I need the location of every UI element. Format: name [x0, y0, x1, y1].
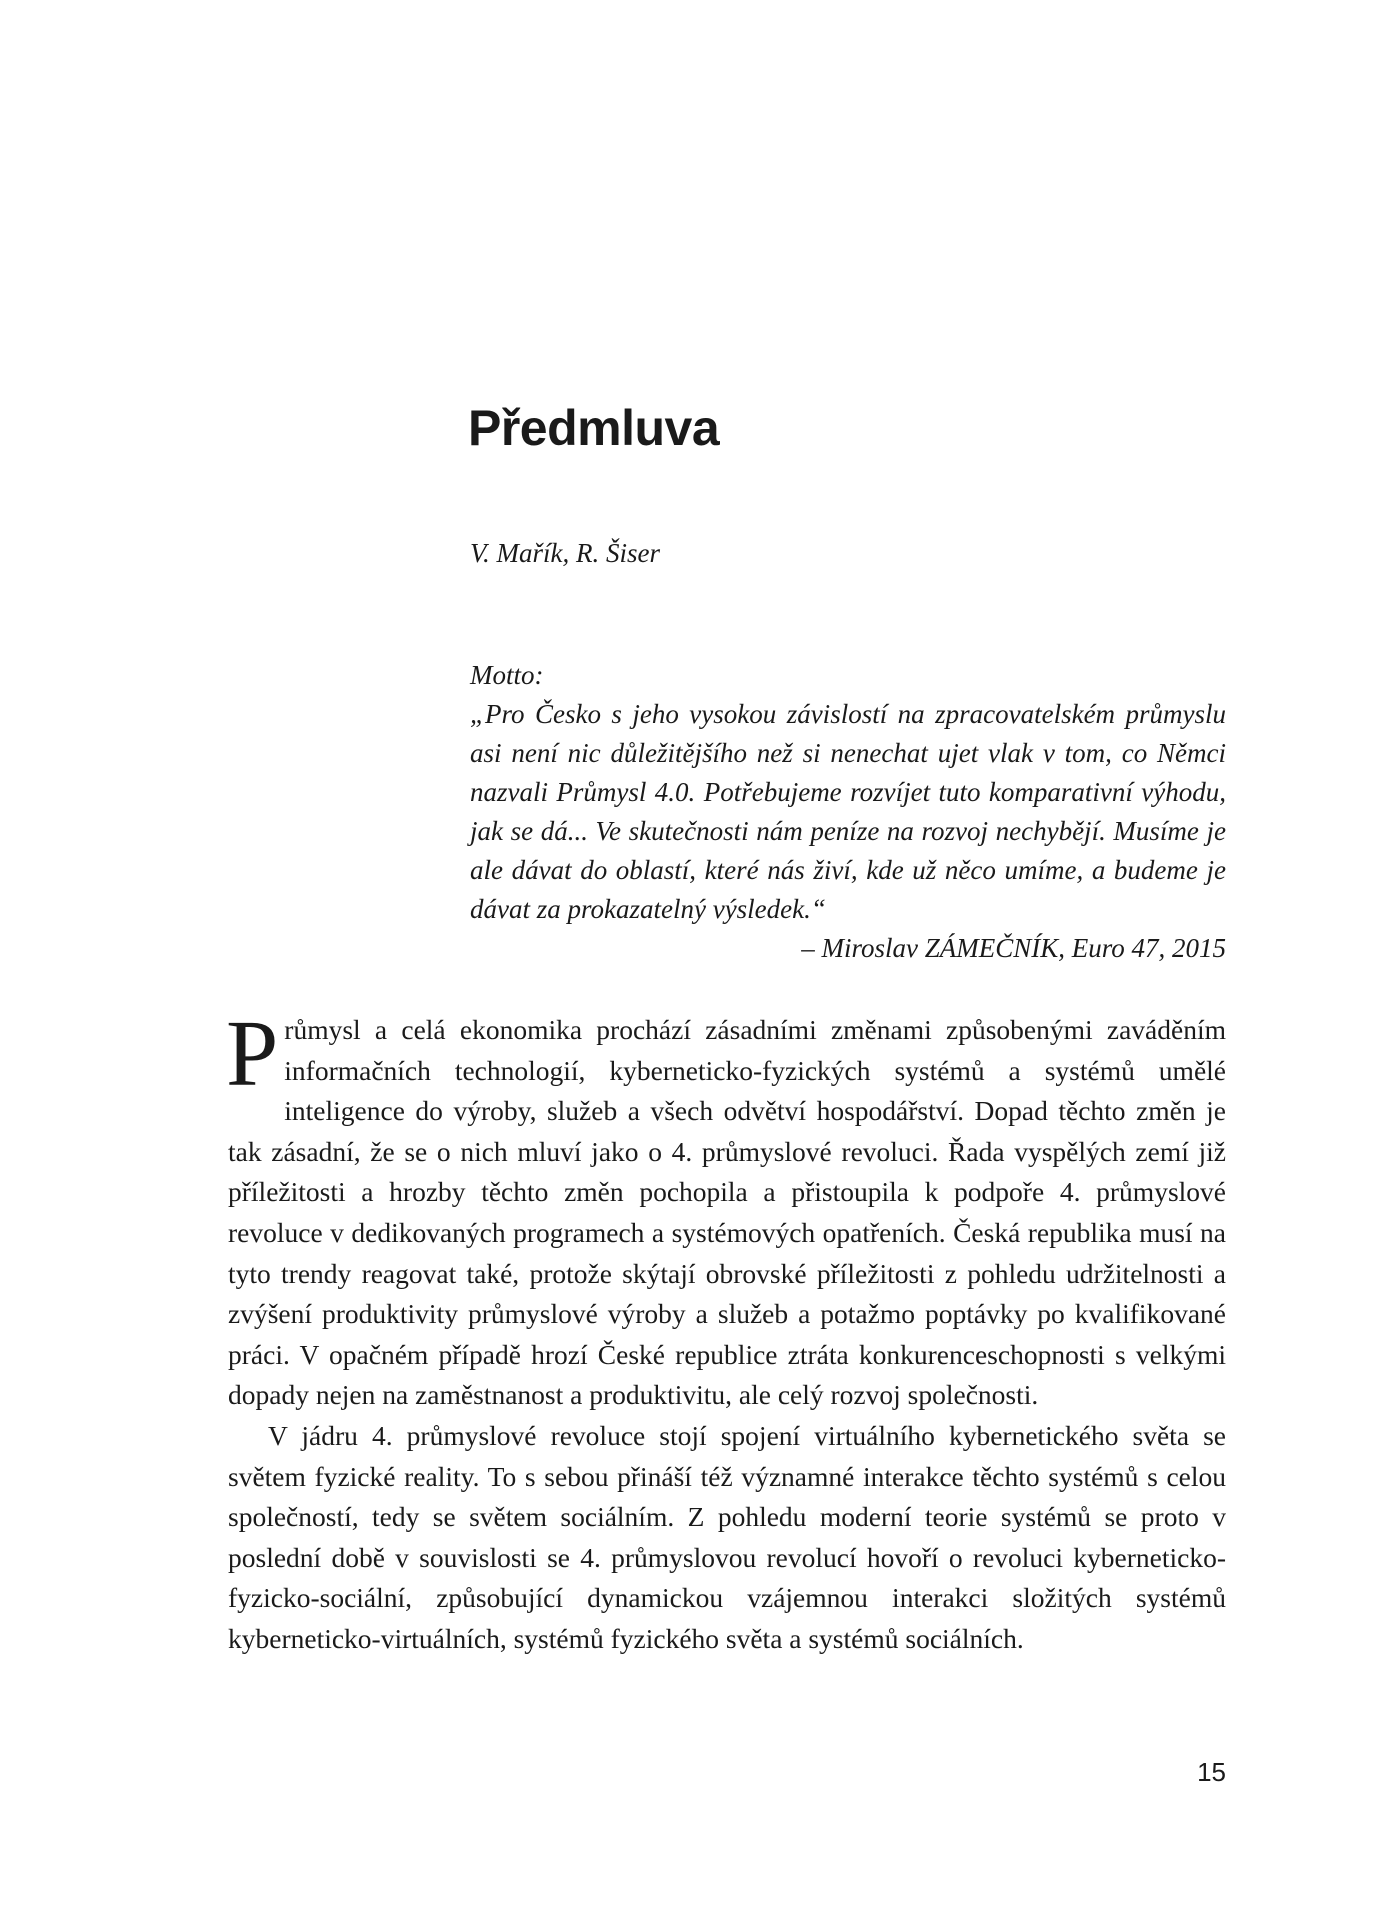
drop-cap: P: [226, 1002, 279, 1106]
chapter-title: Předmluva: [468, 400, 720, 456]
motto-quote: „Pro Česko s jeho vysokou závislostí na zpracovatelském průmyslu asi není nic důležitějšího než si nenechat ujet vlak v tom, co Němci nazvali Průmysl 4.0. Potřebujeme rozvíjet tuto komparativní výhodu, jak se dá... Ve skutečnosti nám peníze na rozvoj nechybějí. Musíme je ale dávat do oblastí, které nás živí, kde už něco umíme, a budeme je dávat za prokazatelný výsledek.“: [470, 699, 1226, 924]
paragraph-1: [226, 1002, 1226, 1416]
page-number: 15: [1197, 1757, 1226, 1787]
paragraph-1-text: růmysl a celá ekonomika prochází zásadními změnami způsobenými zaváděním informačních technologií, kyberneticko-fyzických systémů a systémů umělé inteligence do výroby, služeb a všech odvětví hospodářství. Dopad těchto změn je tak zásadní, že se o nich mluví jako o 4. průmyslové revoluci. Řada vyspělých zemí již příležitosti a hrozby těchto změn pochopila a přistoupila k podpoře 4. průmyslové revoluce v dedikovaných programech a systémových opatřeních. Česká republika musí na tyto trendy reagovat také, protože skýtají obrovské příležitosti z pohledu udržitelnosti a zvýšení produktivity průmyslové výroby a služeb a potažmo poptávky po kvalifikované práci. V opačném případě hrozí České republice ztráta konkurenceschopnosti s velkými dopady nejen na zaměstnanost a produktivitu, ale celý rozvoj společnosti.: [228, 1014, 1226, 1411]
motto-block: [470, 656, 1226, 968]
paragraph-2: V jádru 4. průmyslové revoluce stojí spojení virtuálního kybernetického světa se světem fyzické reality. To s sebou přináší též významné interakce těchto systémů s celou společností, tedy se světem sociálním. Z pohledu moderní teorie systémů se proto v poslední době v souvislosti se 4. průmyslovou revolucí hovoří o revoluci kyberneticko-fyzicko-sociální, způsobující dynamickou vzájemnou interakci složitých systémů kyberneticko-virtuálních, systémů fyzického světa a systémů sociálních.: [228, 1419, 1226, 1654]
chapter-authors: V. Mařík, R. Šiser: [470, 538, 660, 568]
motto-source: – Miroslav ZÁMEČNÍK, Euro 47, 2015: [801, 933, 1226, 963]
body-text: [226, 1002, 1226, 1660]
motto-label: Motto:: [470, 660, 544, 690]
